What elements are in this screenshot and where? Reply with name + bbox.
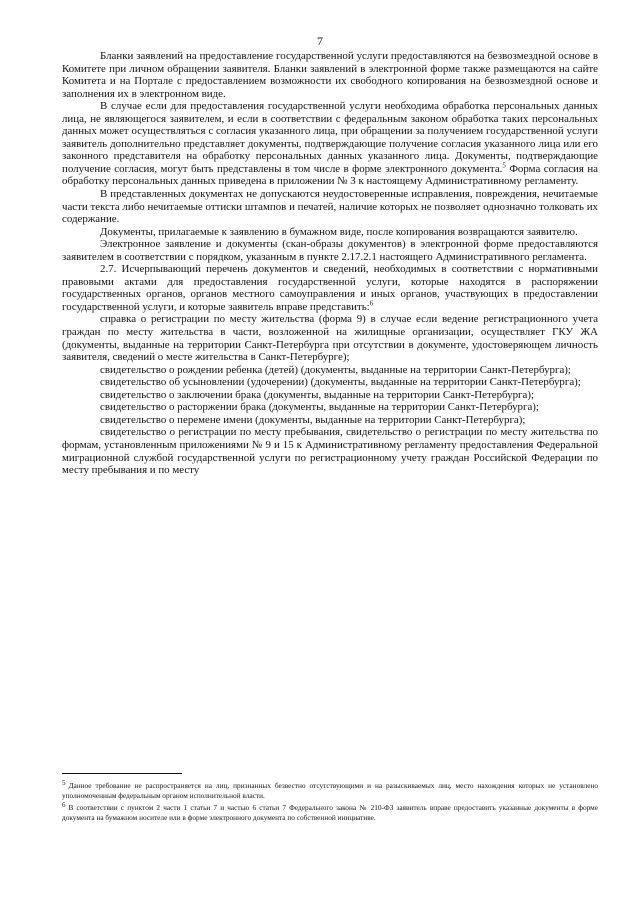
footnote-mark: 5 bbox=[62, 778, 66, 787]
footnote-5 bbox=[62, 778, 598, 801]
paragraph-consent-form-text: Форма согласия на обработку персональных данных приведена в приложении № 3 к настоящему Административному регламенту. bbox=[62, 162, 598, 188]
list-item-stay-registration-certificate: свидетельство о регистрации по месту пребывания, свидетельство о регистрации по месту жительства по формам, установленным приложениями № 9 и 15 к Административному регламенту предоставления Федеральной миграционной службой государственной услуги по регистрационному учету граждан Российской Федерации по месту пребывания и по месту bbox=[62, 426, 598, 477]
list-item-birth-certificate: свидетельство о рождении ребенка (детей) (документы, выданные на территории Санкт-Петербурга); bbox=[100, 363, 571, 376]
list-item-name-change-certificate: свидетельство о перемене имени (документы, выданные на территории Санкт-Петербурга); bbox=[100, 413, 526, 426]
footnotes bbox=[62, 778, 598, 825]
paragraph-blank-forms: Бланки заявлений на предоставление государственной услуги предоставляются на безвозмездной основе в Комитете при личном обращении заявителя. Бланки заявлений в электронной форме также размещаются на сайте Комитета и на Портале с предоставлением возможности их свободного копирования на безвозмездной основе и заполнения их в электронном виде. bbox=[62, 50, 598, 100]
paragraph-personal-data bbox=[62, 100, 598, 188]
list-item-marriage-certificate: свидетельство о заключении брака (документы, выданные на территории Санкт-Петербурга); bbox=[100, 388, 535, 401]
footnote-text: Данное требование не распространяется на лиц, признанных безвестно отсутствующими и на разыскиваемых лиц, место нахождения которых не установлено уполномоченным федеральным органом исполнительной власти. bbox=[62, 781, 598, 800]
footnote-mark: 6 bbox=[62, 800, 66, 809]
paragraph-section-2-7 bbox=[62, 263, 598, 313]
body-text bbox=[62, 50, 598, 477]
footnote-6 bbox=[62, 800, 598, 823]
paragraph-corrections: В представленных документах не допускаются неудостоверенные исправления, повреждения, нечитаемые части текста либо нечитаемые оттиски штампов и печатей, наличие которых не позволяет однозначно толковать их содержание. bbox=[62, 188, 598, 226]
paragraph-section-2-7-text: 2.7. Исчерпывающий перечень документов и сведений, необходимых в соответствии с нормативными правовыми актами для предоставления государственной услуги, которые находятся в распоряжении государственных органов, органов местного самоуправления и иных органов, участвующих в предоставлении государственной услуги, и которые заявитель вправе представить: bbox=[62, 263, 598, 313]
list-item-divorce-certificate: свидетельство о расторжении брака (документы, выданные на территории Санкт-Петербурга); bbox=[100, 401, 539, 414]
footnote-ref-6: 6 bbox=[369, 299, 374, 308]
paragraph-paper-documents: Документы, прилагаемые к заявлению в бумажном виде, после копирования возвращаются заявителю. bbox=[100, 225, 578, 238]
paragraph-electronic-application: Электронное заявление и документы (скан-образы документов) в электронной форме предоставляются заявителем в соответствии с порядком, указанным в пункте 2.17.2.1 настоящего Административного регламента. bbox=[62, 238, 598, 263]
page-number: 7 bbox=[317, 34, 323, 48]
list-item-residence-certificate: справка о регистрации по месту жительства (форма 9) в случае если ведение регистрационного учета граждан по месту жительства в части, возложенной на жилищные организации, осуществляет ГКУ ЖА (документы, выданные на территории Санкт-Петербурга при отсутствии в документе, удостоверяющем личность заявителя, сведений о месте жительства в Санкт-Петербурге); bbox=[62, 313, 598, 364]
footnote-ref-5: 5 bbox=[502, 161, 506, 170]
paragraph-personal-data-text: В случае если для предоставления государственной услуги необходима обработка персональных данных лица, не являющегося заявителем, и если в соответствии с федеральным законом обработка таких персональных данных может осуществляться с согласия указанного лица, при обращении за получением государственной услуги заявитель дополнительно представляет документы, подтверждающие получение согласия указанного лица или его законного представителя на обработку персональных данных указанного лица. Документы, подтверждающие получение согласия, могут быть представлены в том числе в форме электронного документа. bbox=[62, 100, 598, 175]
footnote-divider bbox=[62, 773, 182, 774]
list-item-adoption-certificate: свидетельство об усыновлении (удочерении) (документы, выданные на территории Санкт-Петербурга); bbox=[100, 376, 581, 389]
footnote-text: В соответствии с пунктом 2 части 1 статьи 7 и частью 6 статьи 7 Федерального закона № 210-ФЗ заявитель вправе предоставить указанные документы в форме документа на бумажном носителе или в форме электронного документа по собственной инициативе. bbox=[62, 803, 598, 822]
